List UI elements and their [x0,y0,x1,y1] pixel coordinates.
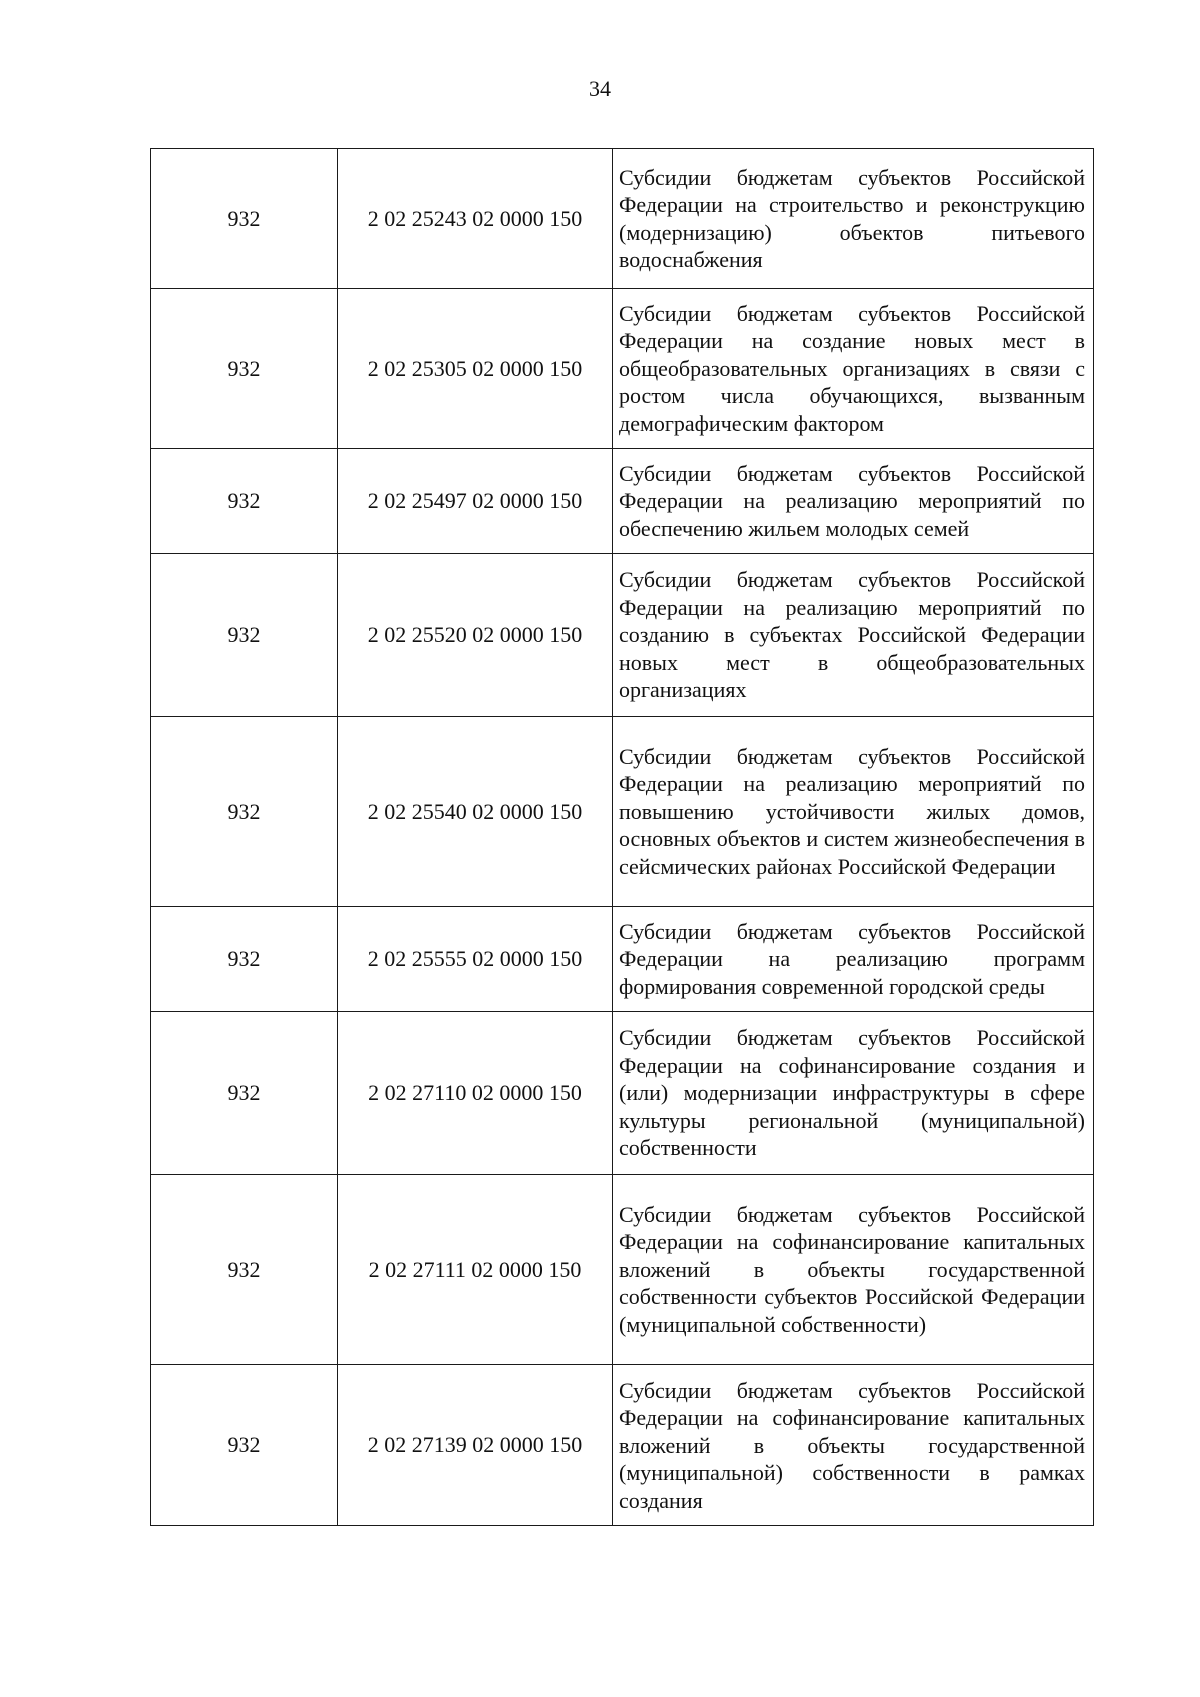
admin-code-cell: 932 [151,1365,338,1526]
admin-code-cell: 932 [151,907,338,1012]
budget-code-cell: 2 02 27111 02 0000 150 [338,1175,613,1365]
table-row [151,907,1094,1012]
admin-code-cell: 932 [151,554,338,717]
description-cell: Субсидии бюджетам субъектов Российской Федерации на софинансирование капитальных вложений в объекты государственной (муниципальной) собственности в рамках создания [613,1365,1094,1526]
budget-classification-table [150,148,1094,1526]
table-row [151,1175,1094,1365]
admin-code-cell: 932 [151,289,338,449]
admin-code-cell: 932 [151,149,338,289]
description-cell: Субсидии бюджетам субъектов Российской Федерации на реализацию мероприятий по созданию в субъектах Российской Федерации новых мест в общеобразовательных организациях [613,554,1094,717]
page-number: 34 [589,76,611,101]
table-row [151,449,1094,554]
description-cell: Субсидии бюджетам субъектов Российской Федерации на софинансирование капитальных вложений в объекты государственной собственности субъектов Российской Федерации (муниципальной собственности) [613,1175,1094,1365]
budget-code-cell: 2 02 25540 02 0000 150 [338,717,613,907]
budget-code-cell: 2 02 25520 02 0000 150 [338,554,613,717]
description-cell: Субсидии бюджетам субъектов Российской Федерации на строительство и реконструкцию (модернизацию) объектов питьевого водоснабжения [613,149,1094,289]
description-cell: Субсидии бюджетам субъектов Российской Федерации на реализацию мероприятий по обеспечению жильем молодых семей [613,449,1094,554]
table-row [151,1012,1094,1175]
description-cell: Субсидии бюджетам субъектов Российской Федерации на реализацию мероприятий по повышению устойчивости жилых домов, основных объектов и систем жизнеобеспечения в сейсмических районах Российской Федерации [613,717,1094,907]
table-row [151,289,1094,449]
budget-code-cell: 2 02 25243 02 0000 150 [338,149,613,289]
admin-code-cell: 932 [151,1012,338,1175]
description-cell: Субсидии бюджетам субъектов Российской Федерации на создание новых мест в общеобразовательных организациях в связи с ростом числа обучающихся, вызванным демографическим фактором [613,289,1094,449]
admin-code-cell: 932 [151,717,338,907]
description-cell: Субсидии бюджетам субъектов Российской Федерации на софинансирование создания и (или) модернизации инфраструктуры в сфере культуры региональной (муниципальной) собственности [613,1012,1094,1175]
admin-code-cell: 932 [151,449,338,554]
table-row [151,554,1094,717]
budget-code-cell: 2 02 25555 02 0000 150 [338,907,613,1012]
table-row [151,1365,1094,1526]
budget-code-cell: 2 02 27139 02 0000 150 [338,1365,613,1526]
budget-code-cell: 2 02 25497 02 0000 150 [338,449,613,554]
budget-code-cell: 2 02 27110 02 0000 150 [338,1012,613,1175]
table-row [151,717,1094,907]
description-cell: Субсидии бюджетам субъектов Российской Федерации на реализацию программ формирования современной городской среды [613,907,1094,1012]
admin-code-cell: 932 [151,1175,338,1365]
budget-code-cell: 2 02 25305 02 0000 150 [338,289,613,449]
table-row [151,149,1094,289]
